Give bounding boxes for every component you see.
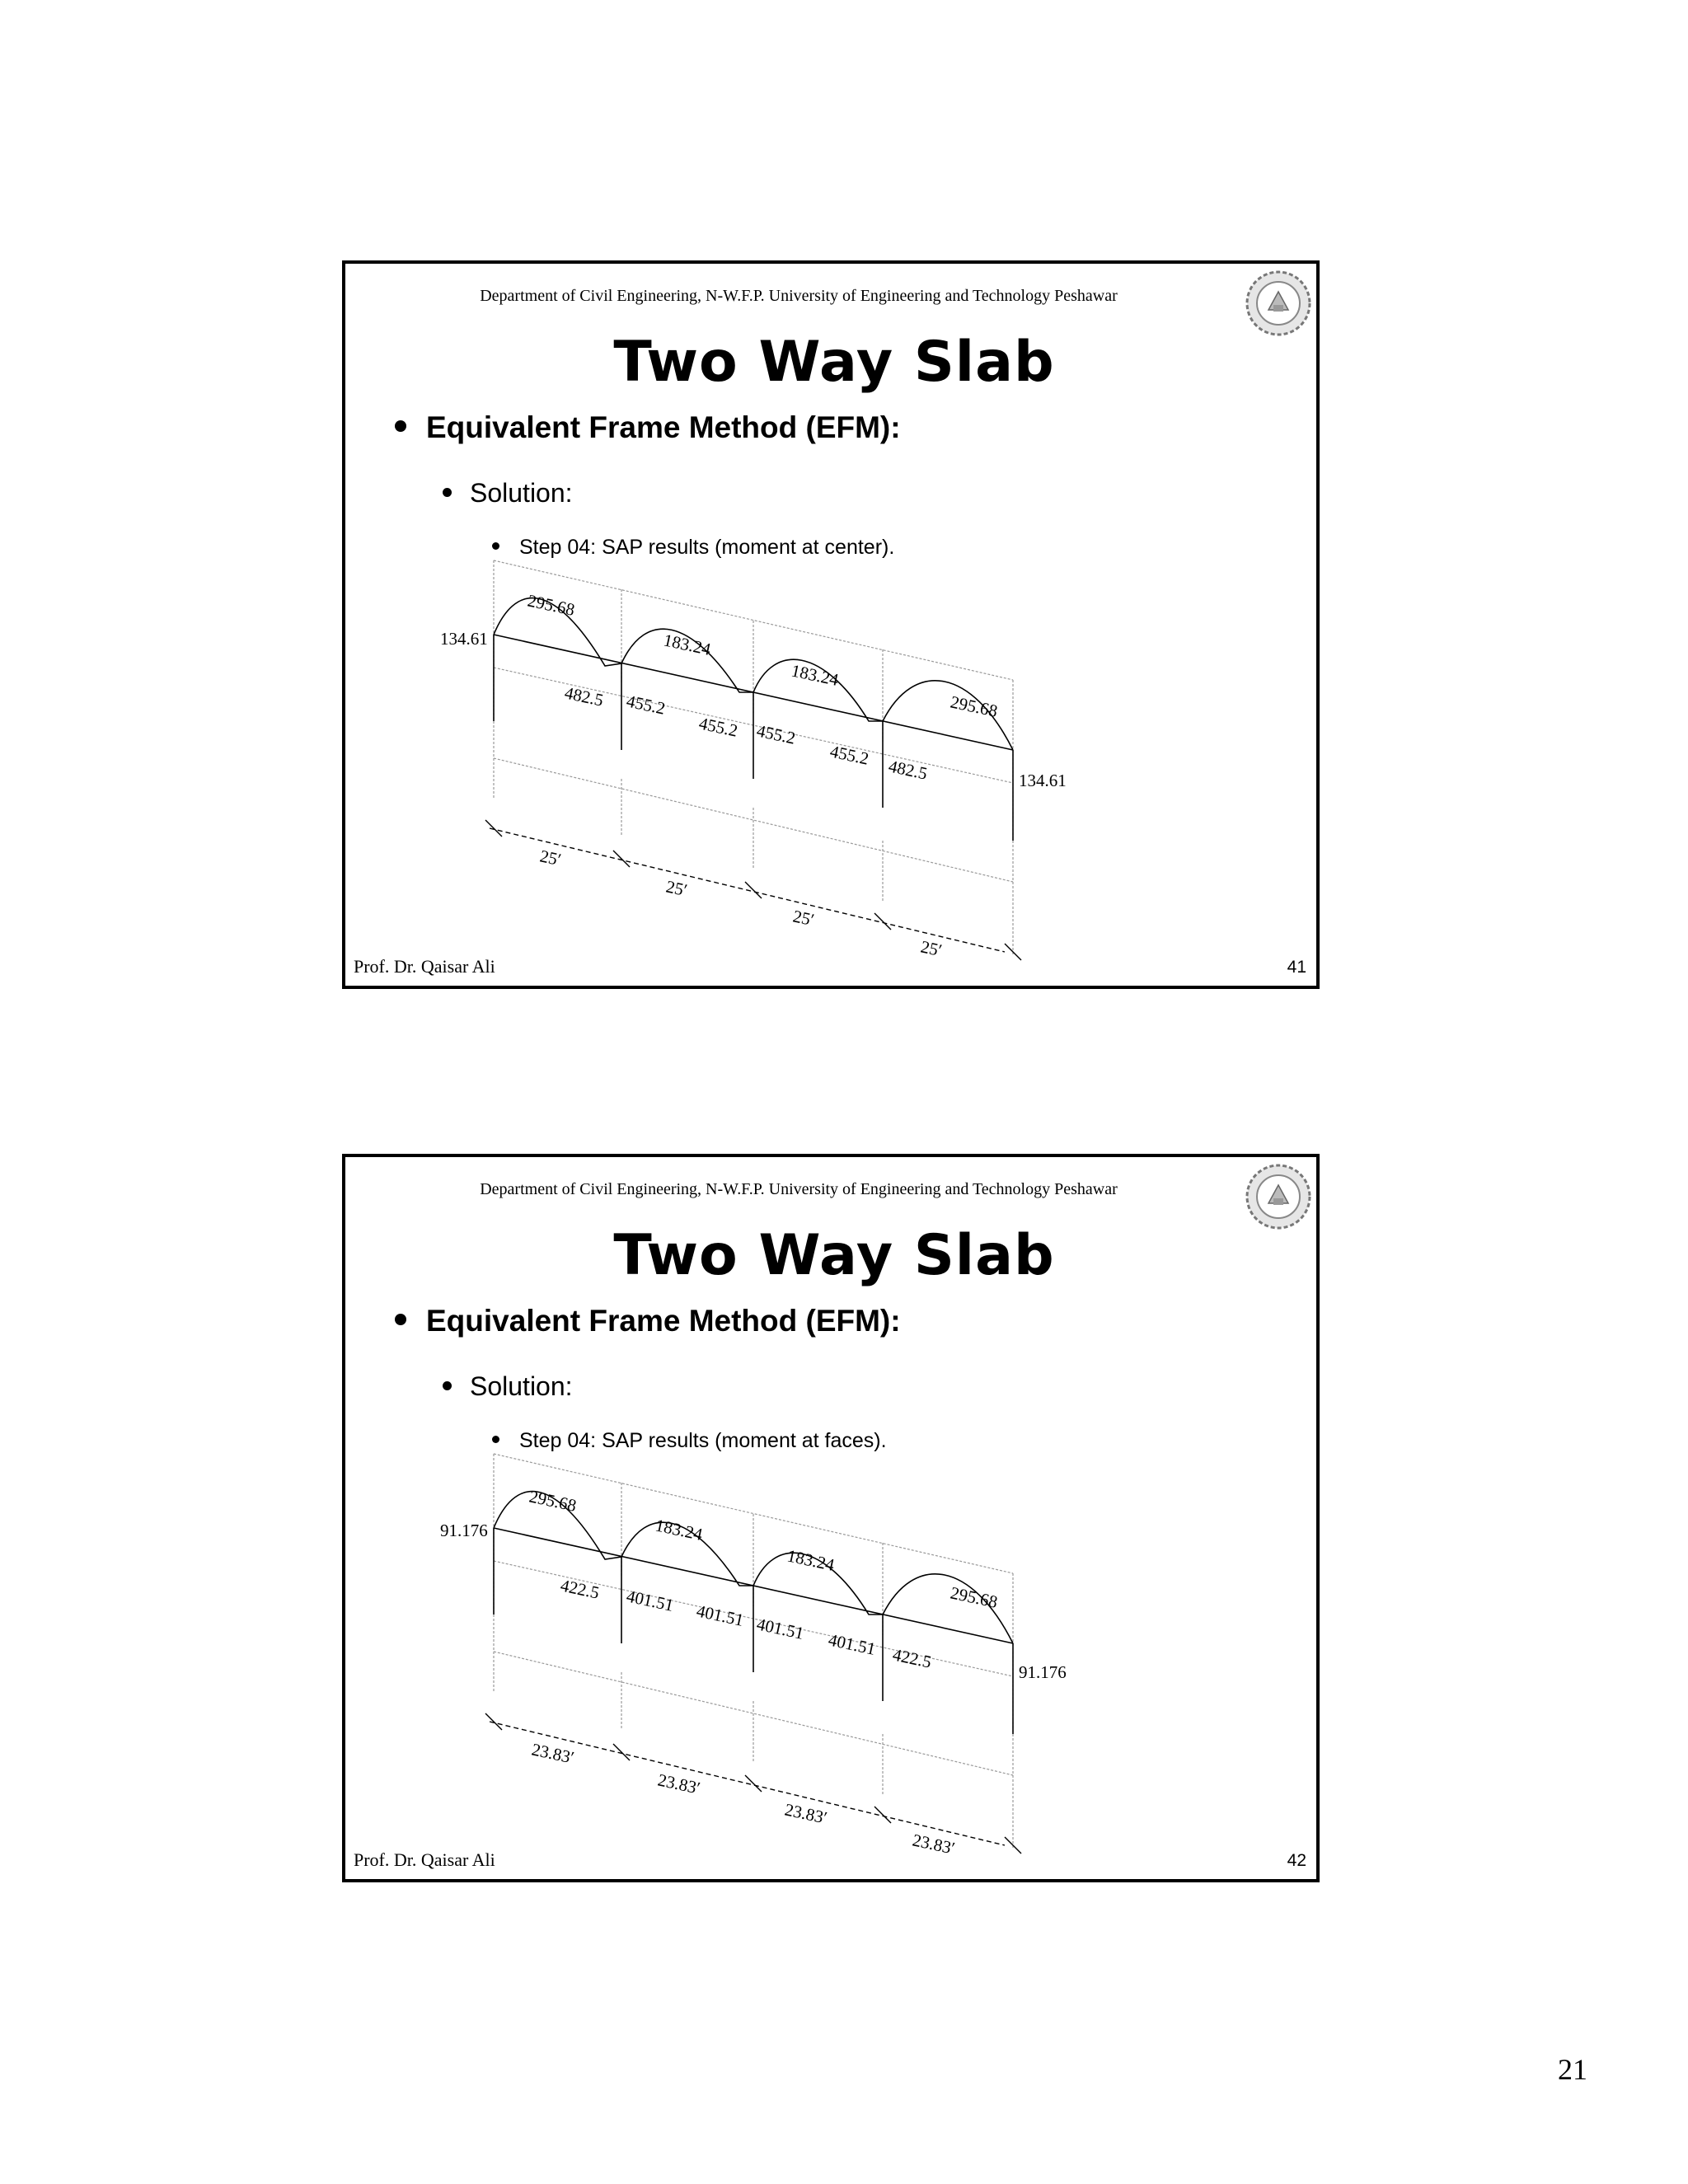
negative-moment-label: 401.51 [624, 1586, 676, 1615]
bullet-text: Solution: [470, 1371, 573, 1401]
moment-diagram [440, 1454, 1128, 1866]
bullet-text: Step 04: SAP results (moment at center). [519, 536, 895, 559]
bullet-text: Step 04: SAP results (moment at faces). [519, 1429, 887, 1452]
positive-moment-label: 183.24 [653, 1515, 705, 1544]
bullet-text: Equivalent Frame Method (EFM): [426, 410, 901, 444]
negative-moment-label: 455.2 [624, 691, 668, 719]
page-number: 21 [1558, 2053, 1587, 2086]
bullet-text: Equivalent Frame Method (EFM): [426, 1304, 901, 1338]
slide-author: Prof. Dr. Qaisar Ali [354, 1849, 495, 1870]
slide-number: 41 [1287, 958, 1306, 977]
end-moment-label: 134.61 [440, 629, 488, 649]
span-length-label: 25′ [537, 846, 563, 870]
negative-moment-label: 401.51 [826, 1629, 878, 1659]
bullet-dot-icon [395, 1314, 406, 1325]
slide-author: Prof. Dr. Qaisar Ali [354, 956, 495, 977]
slide-title: Two Way Slab [613, 1223, 1055, 1288]
bullet-level-2 [443, 1371, 573, 1402]
bullet-dot-icon [395, 420, 406, 432]
slide-42 [342, 1154, 1320, 1882]
end-moment-label: 91.176 [1019, 1662, 1067, 1682]
university-logo-icon [1244, 269, 1313, 338]
negative-moment-label: 401.51 [754, 1614, 806, 1643]
negative-moment-label: 422.5 [890, 1644, 934, 1672]
negative-moment-label: 482.5 [562, 682, 606, 710]
negative-moment-label: 455.2 [828, 741, 871, 769]
negative-moment-label: 422.5 [558, 1575, 602, 1603]
positive-moment-label: 295.68 [527, 1486, 579, 1516]
span-length-label: 25′ [663, 876, 689, 901]
department-header: Department of Civil Engineering, N-W.F.P. University of Engineering and Technology Peshawar [480, 1180, 1118, 1198]
bullet-dot-icon [492, 1436, 499, 1443]
bullet-dot-icon [492, 542, 499, 550]
moment-diagram [440, 560, 1128, 972]
end-moment-label: 134.61 [1019, 771, 1067, 790]
department-header: Department of Civil Engineering, N-W.F.P. University of Engineering and Technology Peshawar [480, 287, 1118, 305]
positive-moment-label: 295.68 [948, 1582, 1000, 1612]
negative-moment-label: 455.2 [754, 720, 798, 748]
negative-moment-label: 455.2 [696, 713, 740, 741]
positive-moment-label: 183.24 [661, 630, 713, 659]
span-length-label: 25′ [918, 936, 944, 961]
span-length-label: 25′ [790, 906, 816, 930]
negative-moment-label: 482.5 [886, 756, 930, 784]
span-length-label: 23.83′ [529, 1739, 576, 1768]
bullet-level-1 [395, 410, 901, 445]
bullet-text: Solution: [470, 478, 573, 508]
positive-moment-label: 183.24 [789, 660, 841, 690]
bullet-dot-icon [443, 1381, 452, 1390]
slide-number: 42 [1287, 1851, 1306, 1870]
span-length-label: 23.83′ [910, 1830, 957, 1858]
bullet-level-1 [395, 1304, 901, 1338]
slide-41 [342, 260, 1320, 989]
positive-moment-label: 295.68 [948, 691, 1000, 721]
bullet-level-2 [443, 478, 573, 509]
positive-moment-label: 295.68 [525, 590, 577, 620]
university-logo-icon [1244, 1162, 1313, 1231]
end-moment-label: 91.176 [440, 1521, 488, 1540]
positive-moment-label: 183.24 [785, 1545, 837, 1575]
slide-title: Two Way Slab [613, 330, 1055, 395]
negative-moment-label: 401.51 [694, 1601, 746, 1630]
bullet-dot-icon [443, 488, 452, 497]
bullet-level-3 [492, 1429, 887, 1453]
span-length-label: 23.83′ [782, 1799, 829, 1828]
bullet-level-3 [492, 536, 894, 560]
span-length-label: 23.83′ [655, 1769, 702, 1798]
